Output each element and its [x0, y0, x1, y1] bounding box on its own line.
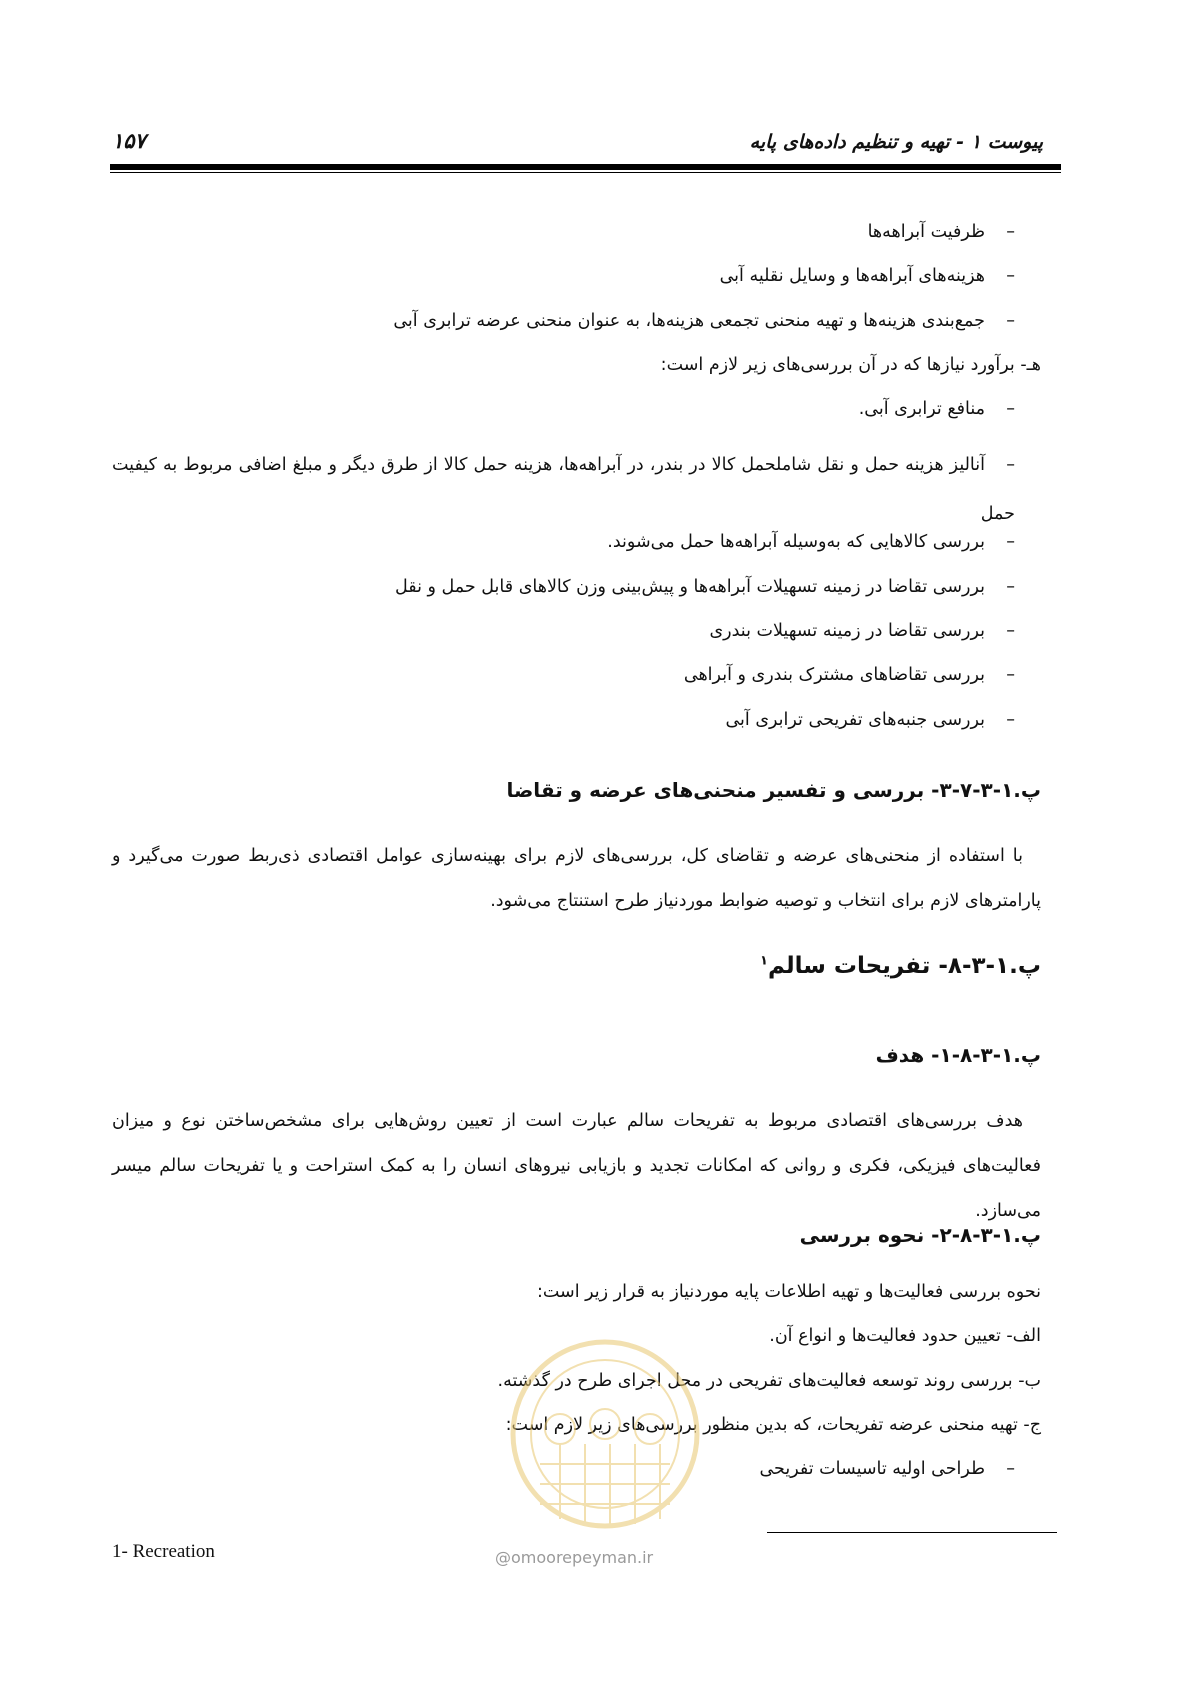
list-item: –جمع‌بندی هزینه‌ها و تهیه منحنی تجمعی هزینه‌ها، به عنوان منحنی عرضه ترابری آبی	[393, 311, 1015, 331]
list-item: –بررسی تقاضا در زمینه تسهیلات بندری	[709, 621, 1015, 641]
paragraph: با استفاده از منحنی‌های عرضه و تقاضای کل، بررسی‌های لازم برای بهینه‌سازی عوامل اقتصادی ذی‌ربط صورت می‌گیرد و پارامترهای لازم برای انتخاب و توصیه ضوابط موردنیاز طرح استنتاج می‌شود.	[112, 846, 1041, 911]
footnote-marker: ۱	[760, 953, 768, 969]
footnote: 1- Recreation	[112, 1541, 215, 1562]
header-rule-thick	[110, 164, 1061, 170]
section-heading: پ.۱-۳-۸- تفریحات سالم$^۱$	[760, 953, 1041, 979]
list-item: –ظرفیت آبراهه‌ها	[867, 222, 1015, 242]
watermark-url: @omoorepeyman.ir	[495, 1548, 654, 1567]
list-item: –هزینه‌های آبراهه‌ها و وسایل نقلیه آبی	[719, 266, 1015, 286]
list-item: –آنالیز هزینه حمل و نقل شاملحمل کالا در بندر، در آبراهه‌ها، هزینه حمل کالا از طرق دیگر و مبلغ اضافی مربوط به کیفیت حمل	[112, 455, 1015, 524]
section-heading: پ.۱-۳-۸-۱- هدف	[875, 1043, 1041, 1067]
footnote-rule	[767, 1532, 1057, 1533]
paragraph: نحوه بررسی فعالیت‌ها و تهیه اطلاعات پایه موردنیاز به قرار زیر است:	[536, 1282, 1041, 1302]
section-heading: پ.۱-۳-۸-۲- نحوه بررسی	[799, 1223, 1041, 1247]
section-heading: پ.۱-۳-۷-۳- بررسی و تفسیر منحنی‌های عرضه و تقاضا	[506, 778, 1041, 802]
header-rule-thin	[110, 172, 1061, 173]
watermark-seal-icon	[480, 1324, 730, 1574]
list-item: –منافع ترابری آبی.	[858, 399, 1015, 419]
page-number: ۱۵۷	[112, 129, 146, 153]
paragraph: هدف بررسی‌های اقتصادی مربوط به تفریحات سالم عبارت است از تعیین روش‌هایی برای مشخص‌ساختن نوع و میزان فعالیت‌های فیزیکی، فکری و روانی که امکانات تجدید و بازیابی نیروهای انسان را به کمک استراحت و یا تفریحات سالم میسر می‌سازد.	[112, 1111, 1041, 1221]
list-item: ج- تهیه منحنی عرضه تفریحات، که بدین منظور بررسی‌های زیر لازم است:	[505, 1415, 1041, 1435]
list-item: –بررسی تقاضا در زمینه تسهیلات آبراهه‌ها و پیش‌بینی وزن کالاهای قابل حمل و نقل	[395, 577, 1015, 597]
list-item: –بررسی جنبه‌های تفریحی ترابری آبی	[725, 710, 1015, 730]
list-item: الف- تعیین حدود فعالیت‌ها و انواع آن.	[769, 1326, 1041, 1346]
running-header-title: پیوست ۱ - تهیه و تنظیم داده‌های پایه	[749, 131, 1043, 153]
list-item: ب- بررسی روند توسعه فعالیت‌های تفریحی در محل اجرای طرح در گذشته.	[497, 1371, 1041, 1391]
list-item: –بررسی تقاضاهای مشترک بندری و آبراهی	[683, 665, 1015, 685]
list-item: –بررسی کالاهایی که به‌وسیله آبراهه‌ها حمل می‌شوند.	[607, 532, 1015, 552]
list-item: –طراحی اولیه تاسیسات تفریحی	[759, 1459, 1015, 1479]
list-item-he: هـ- برآورد نیازها که در آن بررسی‌های زیر لازم است:	[660, 355, 1041, 375]
